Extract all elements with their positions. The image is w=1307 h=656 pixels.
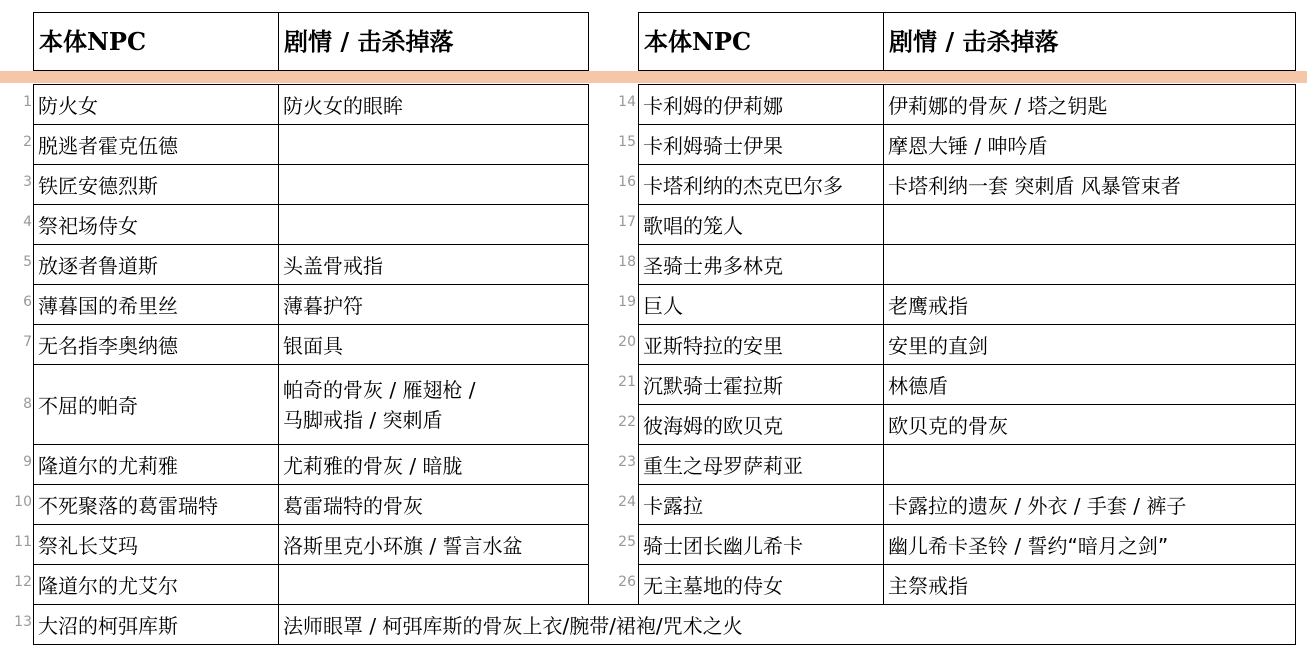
drop-cell	[883, 124, 1296, 165]
drop-text: 伊莉娜的骨灰 / 塔之钥匙	[888, 94, 1108, 118]
npc-name: 巨人	[643, 294, 683, 318]
drop-text: 老鹰戒指	[888, 294, 968, 318]
drop-cell	[278, 444, 589, 485]
drop-text-line2: 马脚戒指 / 突刺盾	[283, 407, 443, 432]
npc-name: 隆道尔的尤艾尔	[38, 574, 178, 598]
row-number: 16	[618, 174, 636, 190]
npc-name: 卡利姆的伊莉娜	[643, 94, 783, 118]
npc-cell	[33, 284, 279, 325]
drop-text: 卡露拉的遗灰 / 外衣 / 手套 / 裤子	[888, 494, 1187, 518]
drop-cell	[883, 564, 1296, 605]
npc-cell	[33, 164, 279, 205]
row-number: 2	[23, 134, 32, 150]
row-number: 4	[23, 214, 32, 230]
npc-cell	[33, 484, 279, 525]
row-number: 26	[618, 574, 636, 590]
drop-cell	[883, 444, 1296, 485]
drop-text: 法师眼罩 / 柯弭库斯的骨灰上衣/腕带/裙袍/咒术之火	[283, 614, 743, 638]
npc-cell	[638, 404, 884, 445]
npc-cell	[638, 524, 884, 565]
npc-cell	[33, 84, 279, 125]
npc-name: 骑士团长幽儿希卡	[643, 534, 803, 558]
row-number: 6	[23, 294, 32, 310]
row-number: 24	[618, 494, 636, 510]
drop-cell	[278, 364, 589, 445]
drop-cell	[278, 284, 589, 325]
drop-text: 林德盾	[888, 374, 948, 398]
npc-cell	[638, 124, 884, 165]
npc-cell	[638, 484, 884, 525]
drop-cell	[278, 524, 589, 565]
drop-cell	[883, 204, 1296, 245]
npc-cell	[33, 524, 279, 565]
npc-cell	[33, 124, 279, 165]
row-number: 17	[618, 214, 636, 230]
header-drop-right: 剧情 / 击杀掉落	[883, 12, 1296, 71]
row-number: 18	[618, 254, 636, 270]
drop-cell	[278, 164, 589, 205]
row-number: 10	[14, 494, 32, 510]
npc-cell	[33, 564, 279, 605]
row-number: 7	[23, 334, 32, 350]
npc-cell	[638, 84, 884, 125]
drop-text: 安里的直剑	[888, 334, 988, 358]
npc-name: 祭礼长艾玛	[38, 534, 138, 558]
drop-cell	[883, 364, 1296, 405]
drop-cell	[883, 84, 1296, 125]
npc-cell	[638, 444, 884, 485]
drop-cell	[883, 524, 1296, 565]
drop-text: 薄暮护符	[283, 294, 363, 318]
row-number: 1	[23, 94, 32, 110]
row-number: 13	[14, 614, 32, 630]
npc-name: 脱逃者霍克伍德	[38, 134, 178, 158]
drop-cell	[883, 484, 1296, 525]
npc-cell	[33, 244, 279, 285]
npc-name: 祭祀场侍女	[38, 214, 138, 238]
npc-name: 无名指李奥纳德	[38, 334, 178, 358]
row-number: 23	[618, 454, 636, 470]
drop-text: 葛雷瑞特的骨灰	[283, 494, 423, 518]
npc-name: 放逐者鲁道斯	[38, 254, 158, 278]
npc-cell	[638, 564, 884, 605]
drop-cell	[883, 404, 1296, 445]
npc-cell	[33, 604, 279, 645]
npc-cell	[638, 244, 884, 285]
drop-text: 主祭戒指	[888, 574, 968, 598]
drop-text: 帕奇的骨灰 / 雁翅枪 /	[283, 377, 476, 402]
drop-cell	[278, 84, 589, 125]
npc-name: 卡露拉	[643, 494, 703, 518]
row-number: 20	[618, 334, 636, 350]
header-separator	[0, 71, 1307, 83]
drop-text: 防火女的眼眸	[283, 94, 403, 118]
drop-text: 尤莉雅的骨灰 / 暗胧	[283, 454, 463, 478]
npc-cell	[638, 364, 884, 405]
row-number: 12	[14, 574, 32, 590]
npc-name: 亚斯特拉的安里	[643, 334, 783, 358]
npc-cell	[33, 364, 279, 445]
npc-name: 彼海姆的欧贝克	[643, 414, 783, 438]
npc-name: 不屈的帕奇	[38, 394, 138, 418]
drop-cell	[278, 204, 589, 245]
drop-cell	[278, 324, 589, 365]
npc-cell	[638, 324, 884, 365]
drop-cell	[278, 484, 589, 525]
npc-name: 不死聚落的葛雷瑞特	[38, 494, 218, 518]
npc-cell	[638, 284, 884, 325]
row-number: 15	[618, 134, 636, 150]
row-number: 19	[618, 294, 636, 310]
drop-text: 银面具	[283, 334, 343, 358]
npc-name: 隆道尔的尤莉雅	[38, 454, 178, 478]
drop-cell-wide	[278, 604, 1296, 645]
row-number: 8	[23, 396, 32, 412]
npc-name: 圣骑士弗多林克	[643, 254, 783, 278]
row-number: 14	[618, 94, 636, 110]
header-npc-left: 本体NPC	[33, 12, 279, 71]
npc-name: 铁匠安德烈斯	[38, 174, 158, 198]
drop-cell	[278, 564, 589, 605]
npc-cell	[638, 204, 884, 245]
header-npc-right: 本体NPC	[638, 12, 884, 71]
drop-cell	[883, 244, 1296, 285]
row-number: 22	[618, 414, 636, 430]
drop-text: 洛斯里克小环旗 / 誓言水盆	[283, 534, 523, 558]
npc-cell	[33, 204, 279, 245]
drop-cell	[278, 244, 589, 285]
npc-name: 防火女	[38, 94, 98, 118]
drop-text: 头盖骨戒指	[283, 254, 383, 278]
row-number: 9	[23, 454, 32, 470]
drop-cell	[883, 284, 1296, 325]
row-number: 5	[23, 254, 32, 270]
npc-name: 歌唱的笼人	[643, 214, 743, 238]
drop-text: 欧贝克的骨灰	[888, 414, 1008, 438]
npc-cell	[33, 444, 279, 485]
drop-cell	[883, 164, 1296, 205]
npc-name: 卡塔利纳的杰克巴尔多	[643, 174, 843, 198]
npc-cell	[638, 164, 884, 205]
header-drop-left: 剧情 / 击杀掉落	[278, 12, 589, 71]
npc-name: 无主墓地的侍女	[643, 574, 783, 598]
npc-name: 沉默骑士霍拉斯	[643, 374, 783, 398]
row-number: 11	[14, 534, 32, 550]
npc-cell	[33, 324, 279, 365]
drop-cell	[883, 324, 1296, 365]
npc-name: 大沼的柯弭库斯	[38, 614, 178, 638]
row-number: 25	[618, 534, 636, 550]
npc-name: 卡利姆骑士伊果	[643, 134, 783, 158]
npc-name: 重生之母罗萨莉亚	[643, 454, 803, 478]
row-number: 21	[618, 374, 636, 390]
drop-text: 摩恩大锤 / 呻吟盾	[888, 134, 1048, 158]
npc-name: 薄暮国的希里丝	[38, 294, 178, 318]
drop-cell	[278, 124, 589, 165]
row-number: 3	[23, 174, 32, 190]
drop-text: 卡塔利纳一套 突刺盾 风暴管束者	[888, 174, 1181, 198]
drop-text: 幽儿希卡圣铃 / 誓约“暗月之剑”	[888, 534, 1169, 558]
